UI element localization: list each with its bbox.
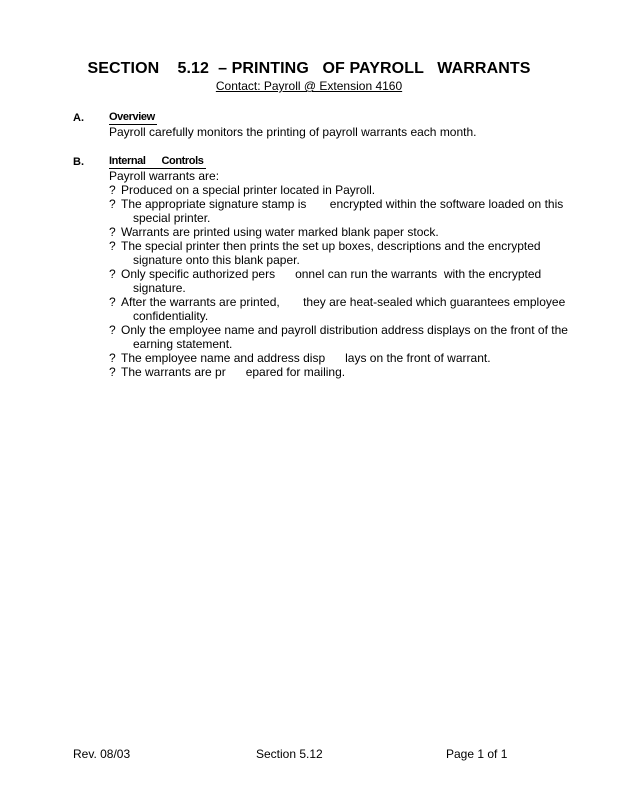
list-item: ? Only the employee name and payroll distribution address displays on the front of the earning statement. — [109, 323, 572, 351]
section-b-intro: Payroll warrants are: — [109, 169, 220, 183]
footer-section: Section 5.12 — [256, 747, 323, 761]
section-a-heading: Overview — [109, 111, 155, 123]
list-item: ? The appropriate signature stamp is encrypted within the software loaded on this special printer. — [109, 197, 567, 225]
document-title: SECTION 5.12 – PRINTING OF PAYROLL WARRANTS — [87, 60, 531, 77]
contact-line — [0, 79, 618, 93]
list-item: ? The warrants are pr epared for mailing. — [109, 365, 346, 379]
section-b-heading: Internal Controls — [109, 155, 204, 167]
contact-text: Contact: Payroll @ Extension 4160 — [215, 79, 403, 93]
list-item: ? The special printer then prints the set up boxes, descriptions and the encrypted signature onto this blank paper. — [109, 239, 544, 267]
bullet-mark: ? — [109, 239, 116, 253]
list-item: ? Only specific authorized pers onnel can run the warrants with the encrypted signature. — [109, 267, 545, 295]
footer-revision: Rev. 08/03 — [73, 747, 131, 761]
bullet-mark: ? — [109, 183, 116, 197]
section-a-text: Payroll carefully monitors the printing of payroll warrants each month. — [109, 125, 477, 139]
bullet-mark: ? — [109, 323, 116, 337]
footer-page-number: Page 1 of 1 — [446, 747, 508, 761]
section-b-letter: B. — [73, 156, 84, 168]
bullet-mark: ? — [109, 295, 116, 309]
bullet-mark: ? — [109, 365, 116, 379]
list-item: ? Produced on a special printer located in Payroll. — [109, 183, 376, 197]
list-item: ? The employee name and address disp lays on the front of warrant. — [109, 351, 491, 365]
section-a-letter: A. — [73, 112, 84, 124]
controls-list — [109, 183, 572, 379]
list-item: ? After the warrants are printed, they are heat-sealed which guarantees employee confidentiality. — [109, 295, 569, 323]
list-item: ? Warrants are printed using water marked blank paper stock. — [109, 225, 439, 239]
bullet-mark: ? — [109, 225, 116, 239]
bullet-mark: ? — [109, 351, 116, 365]
bullet-mark: ? — [109, 267, 116, 281]
bullet-mark: ? — [109, 197, 116, 211]
